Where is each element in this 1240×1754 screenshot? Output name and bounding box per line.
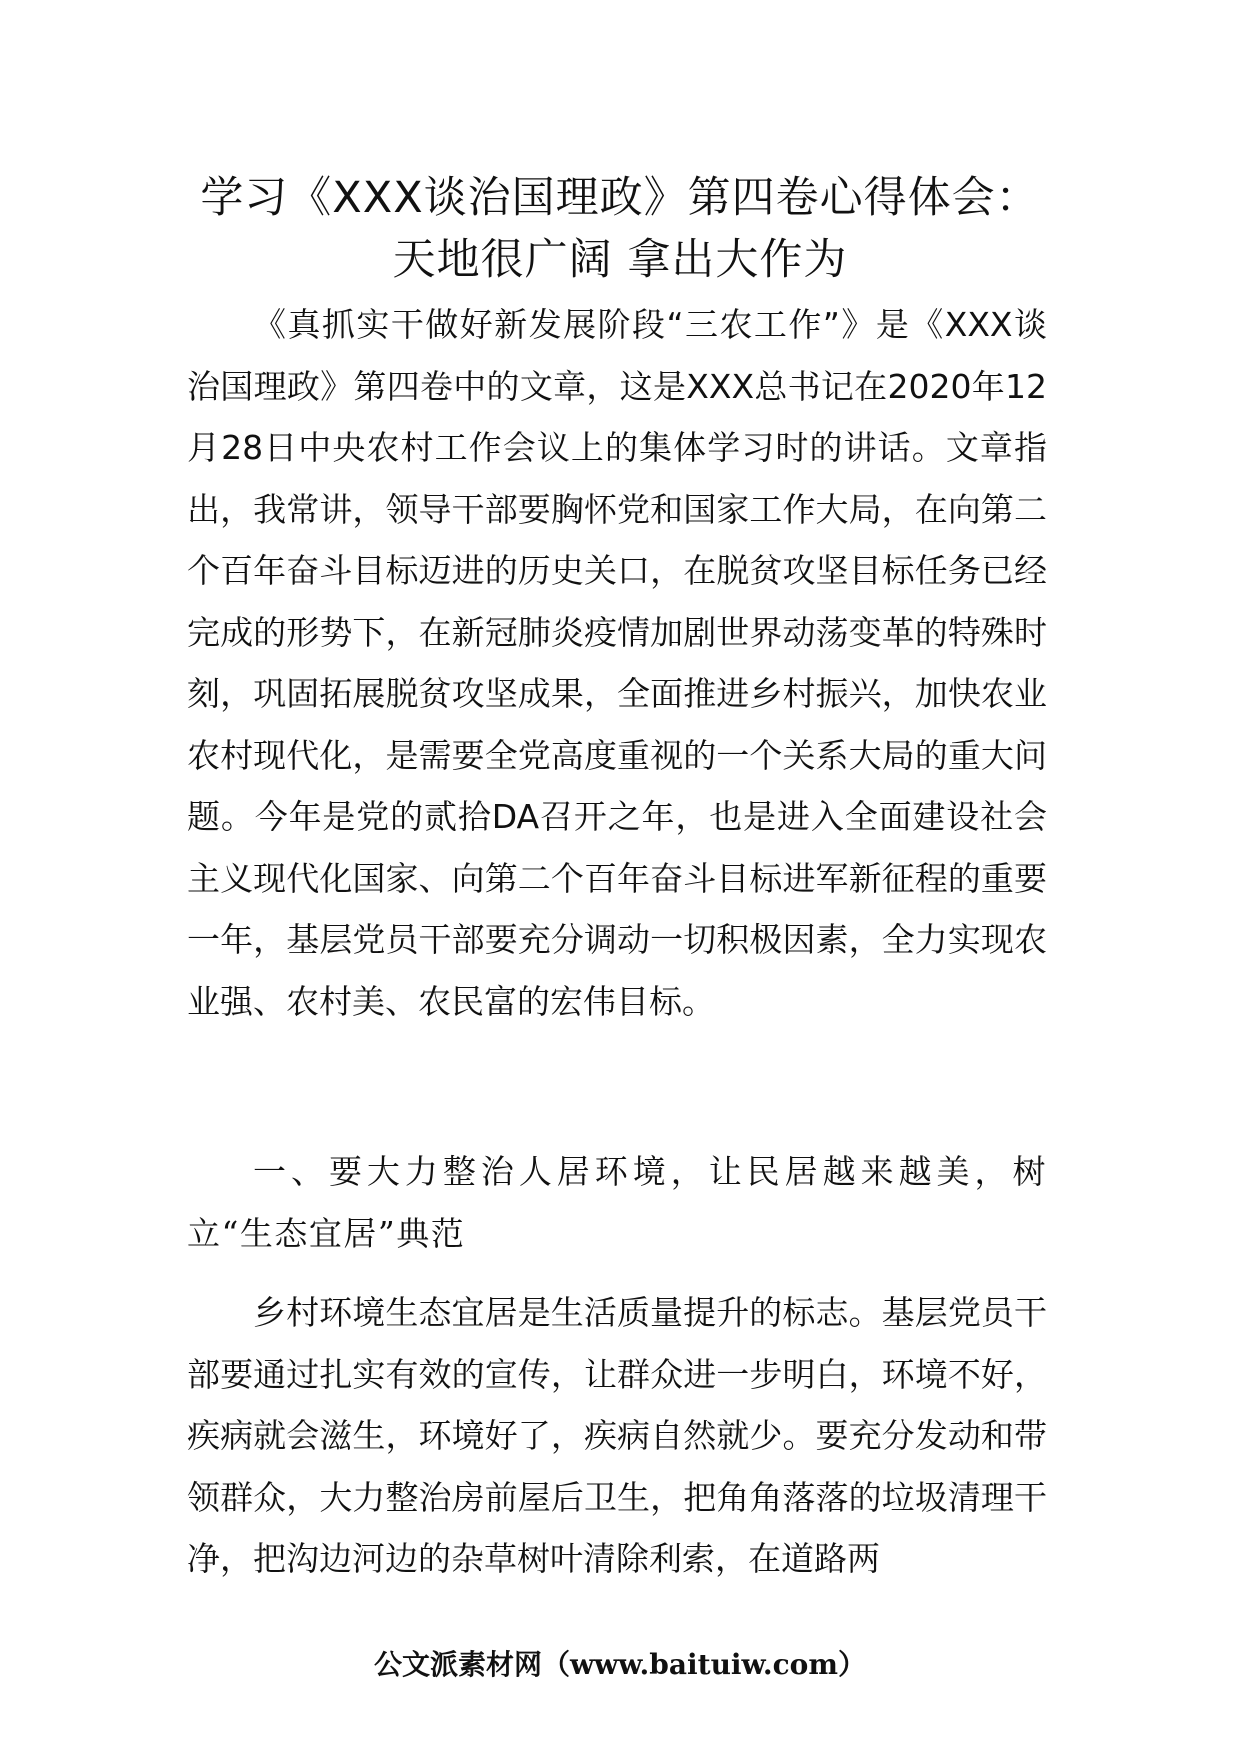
body-paragraph-section-1: 乡村环境生态宜居是生活质量提升的标志。基层党员干部要通过扎实有效的宣传，让群众进一步明白，环境不好，疾病就会滋生，环境好了，疾病自然就少。要充分发动和带领群众，大力整治房前屋后卫生，把角角落落的垃圾清理干净，把沟边河边的杂草树叶清除利索，在道路两: [187, 1293, 1047, 1578]
body-paragraph-intro: 《真抓实干做好新发展阶段“三农工作”》是《XXX谈治国理政》第四卷中的文章，这是XXX总书记在2020年12月28日中央农村工作会议上的集体学习时的讲话。文章指出，我常讲，领导干部要胸怀党和国家工作大局，在向第二个百年奋斗目标迈进的历史关口，在脱贫攻坚目标任务已经完成的形势下，在新冠肺炎疫情加剧世界动荡变革的特殊时刻，巩固拓展脱贫攻坚成果，全面推进乡村振兴，加快农业农村现代化，是需要全党高度重视的一个关系大局的重大问题。今年是党的贰拾DA召开之年，也是进入全面建设社会主义现代化国家、向第二个百年奋斗目标进军新征程的重要一年，基层党员干部要充分调动一切积极因素，全力实现农业强、农村美、农民富的宏伟目标。: [187, 305, 1047, 1021]
document-title-line-2: 天地很广阔 拿出大作为: [392, 235, 848, 285]
section-heading-1: 一、要大力整治人居环境，让民居越来越美，树立“生态宜居”典范: [187, 1152, 1047, 1253]
document-title-line-1: 学习《XXX谈治国理政》第四卷心得体会：: [200, 173, 1040, 223]
footer-source-text: 公文派素材网（www.baituiw.com）: [374, 1648, 866, 1681]
